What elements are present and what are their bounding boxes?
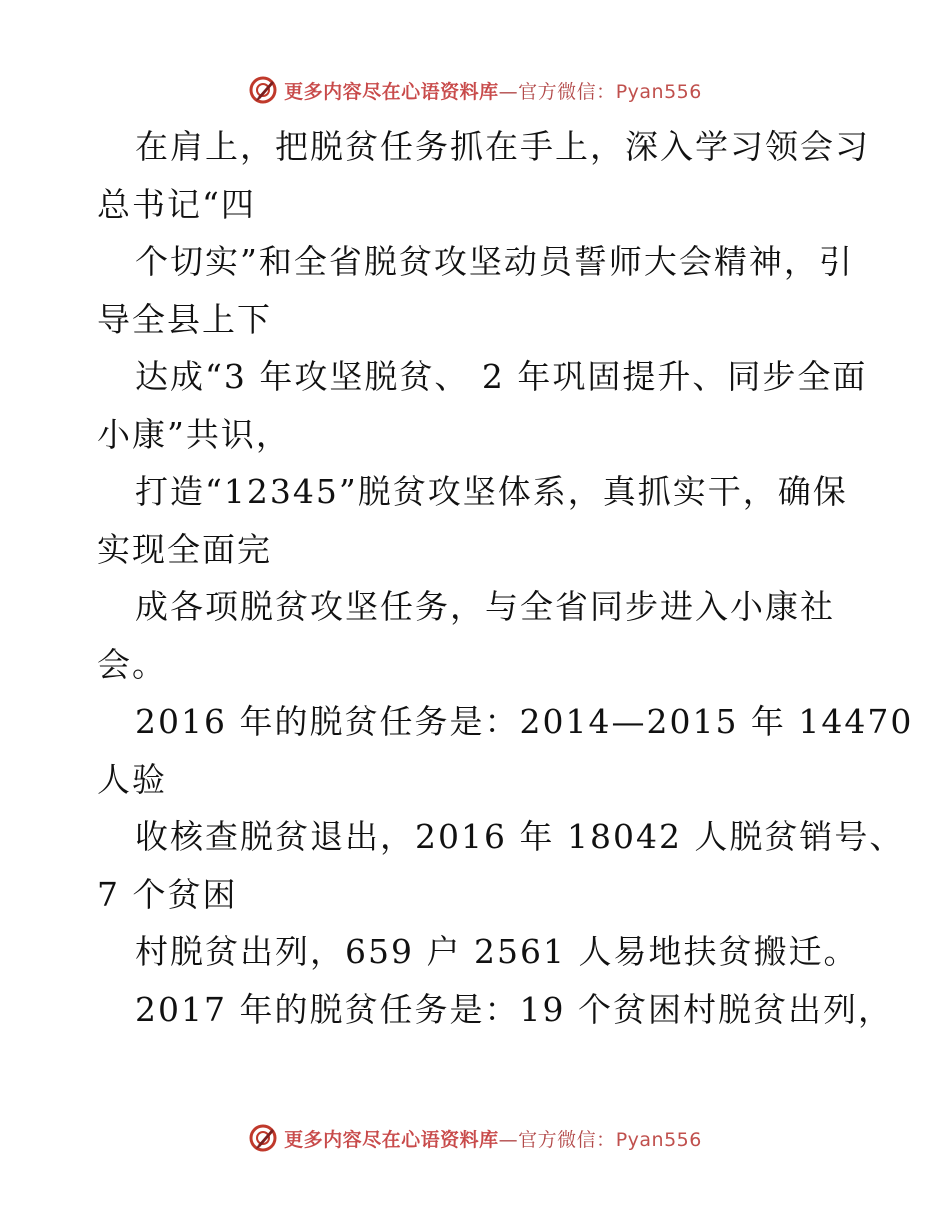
watermark-site-text: 更多内容尽在心语资料库 (284, 1128, 499, 1151)
text-line: 在肩上，把脱贫任务抓在手上，深入学习领会习 (135, 127, 870, 166)
pen-logo-icon (248, 75, 278, 105)
text-line: 个切实”和全省脱贫攻坚动员誓师大会精神，引 (135, 242, 854, 281)
watermark-wechat-label: 官方微信： (518, 80, 616, 103)
text-line: 2016 年的脱贫任务是：2014—2015 年 14470 (135, 702, 914, 741)
text-line: 成各项脱贫攻坚任务，与全省同步进入小康社 (135, 587, 835, 626)
text-line: 实现全面完 (97, 529, 272, 569)
watermark-wechat-id: Pyan556 (615, 80, 702, 103)
watermark-wechat-id: Pyan556 (615, 1128, 702, 1151)
document-body (97, 118, 914, 1038)
text-line: 收核查脱贫退出，2016 年 18042 人脱贫销号、 (135, 817, 905, 856)
text-line: 村脱贫出列，659 户 2561 人易地扶贫搬迁。 (135, 932, 859, 971)
watermark-dash: — (498, 80, 519, 103)
watermark-dash: — (498, 1128, 519, 1151)
text-line: 会。 (97, 644, 167, 684)
text-line: 小康”共识， (97, 414, 291, 454)
text-line: 导全县上下 (97, 299, 272, 339)
text-line: 7 个贫困 (97, 874, 238, 914)
pen-logo-icon (248, 1123, 278, 1153)
text-line: 人验 (97, 759, 167, 799)
footer-watermark (0, 1118, 950, 1158)
watermark-wechat-label: 官方微信： (518, 1128, 616, 1151)
text-line: 总书记“四 (97, 184, 256, 224)
text-line: 2017 年的脱贫任务是：19 个贫困村脱贫出列， (135, 989, 893, 1029)
text-line: 达成“3 年攻坚脱贫、 2 年巩固提升、同步全面 (135, 357, 868, 396)
header-watermark (0, 70, 950, 110)
text-line: 打造“12345”脱贫攻坚体系，真抓实干，确保 (135, 472, 848, 511)
watermark-site-text: 更多内容尽在心语资料库 (284, 80, 499, 103)
